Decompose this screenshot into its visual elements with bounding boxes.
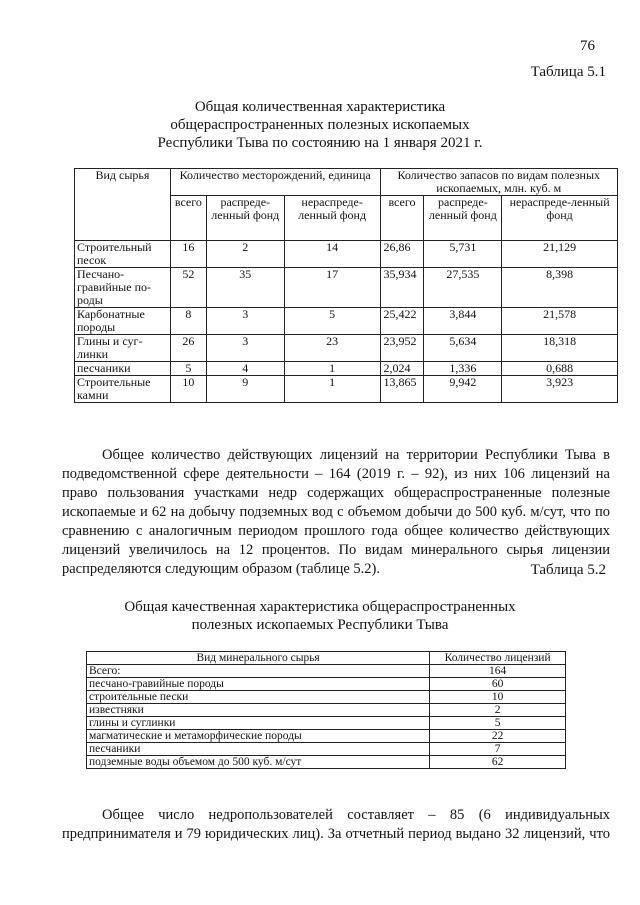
table2-title [0, 598, 640, 634]
paragraph-users [62, 806, 610, 844]
header-reserves: Количество запасов по видам полезных ископаемых, млн. куб. м [380, 169, 618, 196]
cell-res-total: 13,865 [380, 376, 424, 403]
paragraph-users-text: Общее число недропользователей составляет – 85 (6 индивидуальных предпринимателя и 79 юридических лиц). За отчетный период выдано 32 лицензий, что [62, 807, 610, 842]
table-row [87, 704, 566, 717]
cell-res-undist: 21,578 [502, 308, 618, 335]
table1-title [0, 98, 640, 152]
cell-mineral-type: глины и суглинки [87, 717, 430, 730]
cell-license-count: 5 [430, 717, 566, 730]
cell-mineral-type: Всего: [87, 665, 430, 678]
cell-res-undist: 3,923 [502, 376, 618, 403]
header-res-total: всего [380, 196, 424, 241]
cell-mineral-type: строительные пески [87, 691, 430, 704]
cell-name: песчаники [75, 362, 171, 376]
cell-dep-undist: 1 [284, 362, 380, 376]
cell-dep-undist: 1 [284, 376, 380, 403]
cell-dep-undist: 17 [284, 268, 380, 308]
table-row [87, 730, 566, 743]
table-row [75, 362, 618, 376]
header-mineral-type: Вид минерального сырья [87, 652, 430, 665]
cell-dep-undist: 5 [284, 308, 380, 335]
cell-dep-dist: 35 [206, 268, 284, 308]
cell-res-total: 35,934 [380, 268, 424, 308]
cell-res-undist: 18,318 [502, 335, 618, 362]
table-row [87, 665, 566, 678]
cell-mineral-type: подземные воды объемом до 500 куб. м/сут [87, 756, 430, 769]
header-dep-distributed: распреде-ленный фонд [206, 196, 284, 241]
cell-res-undist: 8,398 [502, 268, 618, 308]
cell-name: Глины и суг-линки [75, 335, 171, 362]
header-raw-type: Вид сырья [75, 169, 171, 241]
cell-license-count: 62 [430, 756, 566, 769]
cell-res-dist: 3,844 [424, 308, 502, 335]
table2-title-line: полезных ископаемых Республики Тыва [191, 617, 449, 633]
table1-title-line: общераспространенных полезных ископаемых [170, 117, 470, 133]
cell-dep-dist: 3 [206, 308, 284, 335]
cell-dep-total: 52 [170, 268, 206, 308]
cell-name: Песчано-гравийные по-роды [75, 268, 171, 308]
cell-license-count: 60 [430, 678, 566, 691]
cell-dep-total: 16 [170, 241, 206, 268]
table1-title-line: Республики Тыва по состоянию на 1 января 2021 г. [157, 135, 483, 151]
header-res-distributed: распреде-ленный фонд [424, 196, 502, 241]
table-row [75, 268, 618, 308]
paragraph-licenses [62, 446, 610, 579]
cell-mineral-type: песчано-гравийные породы [87, 678, 430, 691]
table1-title-line: Общая количественная характеристика [194, 99, 446, 115]
cell-res-dist: 5,634 [424, 335, 502, 362]
table1-label: Таблица 5.1 [530, 64, 606, 80]
table-row [87, 717, 566, 730]
cell-license-count: 164 [430, 665, 566, 678]
table-row [75, 308, 618, 335]
cell-res-dist: 9,942 [424, 376, 502, 403]
cell-name: Строительный песок [75, 241, 171, 268]
cell-name: Строительные камни [75, 376, 171, 403]
deposits-table [74, 168, 618, 403]
cell-res-dist: 1,336 [424, 362, 502, 376]
cell-dep-total: 10 [170, 376, 206, 403]
header-dep-total: всего [170, 196, 206, 241]
cell-mineral-type: песчаники [87, 743, 430, 756]
paragraph-licenses-text: Общее количество действующих лицензий на территории Республики Тыва в подведомственной сфере деятельности – 164 (2019 г. – 92), из них 106 лицензий на право пользования участками недр содержащих общераспространенные полезные ископаемые и 62 на добычу подземных вод с объемом добычи до 500 куб. м/сут, что по сравнению с аналогичным периодом прошлого года общее количество действующих лицензий увеличилось на 12 процентов. По видам минерального сырья лицензии распределяются следующим образом (таблице 5.2). [62, 447, 610, 577]
cell-res-undist: 21,129 [502, 241, 618, 268]
cell-dep-undist: 23 [284, 335, 380, 362]
table-row [87, 756, 566, 769]
cell-dep-dist: 2 [206, 241, 284, 268]
cell-dep-total: 5 [170, 362, 206, 376]
cell-res-total: 2,024 [380, 362, 424, 376]
header-res-undistributed: нераспреде-ленный фонд [502, 196, 618, 241]
page-number: 76 [580, 38, 595, 54]
table-row [87, 743, 566, 756]
licenses-table [86, 651, 566, 769]
table-row [75, 376, 618, 403]
cell-license-count: 7 [430, 743, 566, 756]
cell-res-dist: 27,535 [424, 268, 502, 308]
cell-res-undist: 0,688 [502, 362, 618, 376]
header-license-count: Количество лицензий [430, 652, 566, 665]
table2-title-line: Общая качественная характеристика общераспространенных [124, 599, 516, 615]
cell-dep-undist: 14 [284, 241, 380, 268]
cell-res-dist: 5,731 [424, 241, 502, 268]
cell-res-total: 23,952 [380, 335, 424, 362]
cell-name: Карбонатные породы [75, 308, 171, 335]
cell-dep-dist: 9 [206, 376, 284, 403]
header-deposits: Количество месторождений, единица [170, 169, 380, 196]
cell-license-count: 22 [430, 730, 566, 743]
table2-label: Таблица 5.2 [530, 562, 606, 578]
cell-dep-dist: 3 [206, 335, 284, 362]
cell-res-total: 26,86 [380, 241, 424, 268]
cell-res-total: 25,422 [380, 308, 424, 335]
cell-dep-total: 8 [170, 308, 206, 335]
table-row [87, 678, 566, 691]
header-dep-undistributed: нераспреде-ленный фонд [284, 196, 380, 241]
cell-mineral-type: магматические и метаморфические породы [87, 730, 430, 743]
cell-dep-total: 26 [170, 335, 206, 362]
table-row [87, 691, 566, 704]
table-row [75, 335, 618, 362]
cell-license-count: 10 [430, 691, 566, 704]
table-row [75, 241, 618, 268]
cell-mineral-type: известняки [87, 704, 430, 717]
cell-dep-dist: 4 [206, 362, 284, 376]
cell-license-count: 2 [430, 704, 566, 717]
